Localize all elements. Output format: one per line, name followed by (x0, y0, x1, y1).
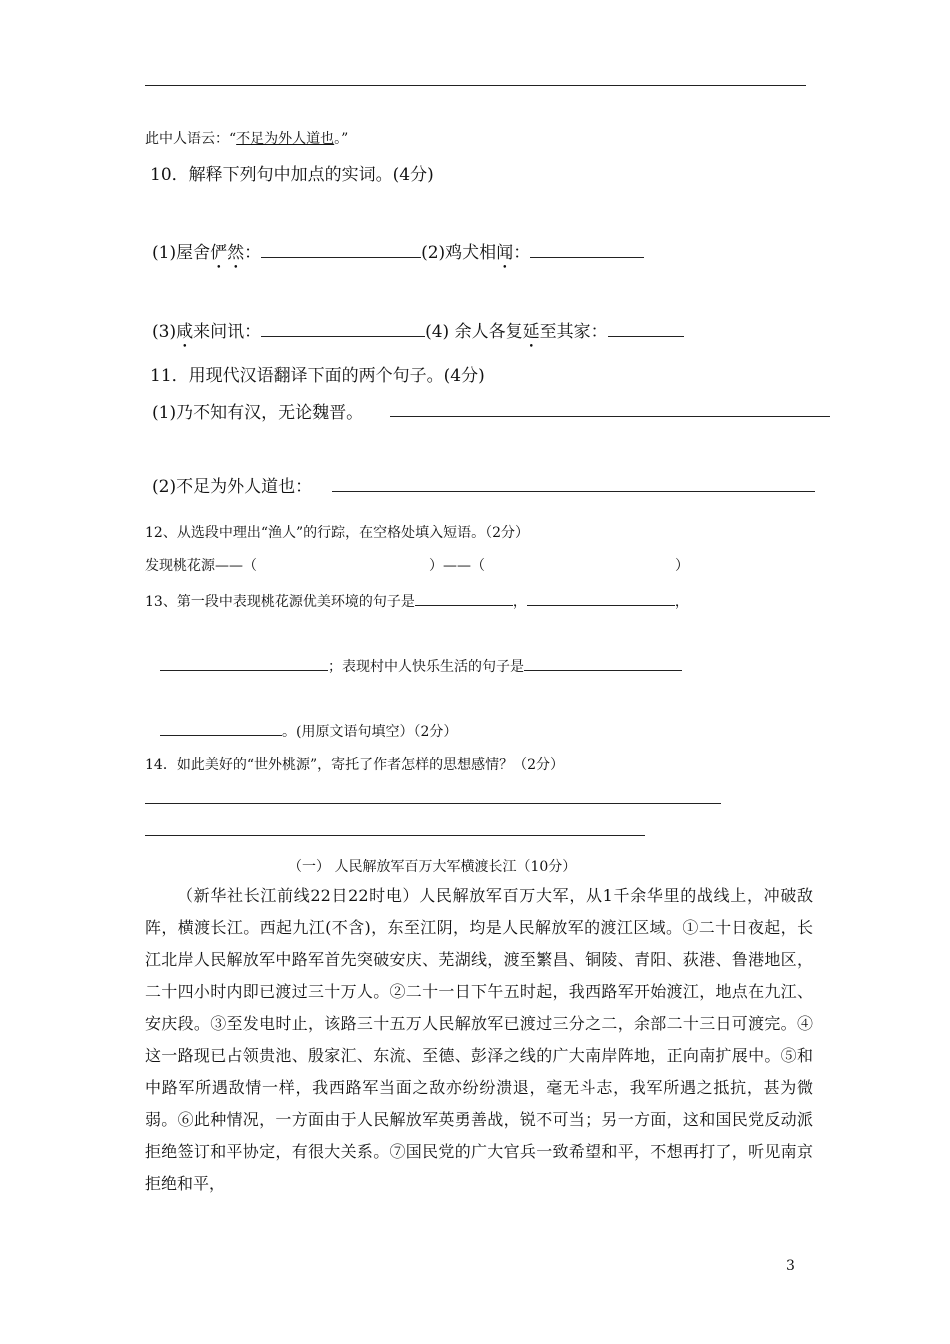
q11-title: 11．用现代汉语翻译下面的两个句子。(4分) (150, 366, 485, 386)
q12-line-end: ） (675, 558, 689, 574)
q10-item2-post: ： (513, 243, 531, 263)
q13-row1 (145, 591, 689, 611)
q13-blank5[interactable] (160, 721, 282, 736)
article-heading: （一） 人民解放军百万大军横渡长江（10分） (288, 859, 577, 875)
q10-item2-dot: 闻 (496, 243, 514, 263)
article-body (145, 880, 813, 1200)
quote-suffix: 。” (334, 131, 349, 147)
q10-item3-pre: (3) (152, 322, 177, 342)
q12-line-start: 发现桃花源——（ (145, 558, 257, 574)
q13-comma1: ， (512, 594, 527, 610)
q10-item4-blank[interactable] (608, 319, 684, 337)
q10-item4-pre: (4) 余人各复 (425, 322, 523, 342)
q13-row2 (160, 656, 682, 676)
q10-item2-blank[interactable] (530, 240, 644, 258)
q13-blank1[interactable] (415, 591, 513, 606)
q12-title: 12、从选段中理出“渔人”的行踪，在空格处填入短语。（2分） (145, 525, 530, 541)
q10-item1-blank[interactable] (261, 240, 421, 258)
q13-comma2: ， (674, 594, 689, 610)
q10-item1-dot: 俨然 (210, 243, 245, 263)
q11-item1-label: (1)乃不知有汉，无论魏晋。 (152, 403, 364, 423)
q13-blank2[interactable] (527, 591, 675, 606)
q10-item1-post: ： (244, 243, 262, 263)
article-paragraph: （新华社长江前线22日22时电）人民解放军百万大军，从1千余华里的战线上，冲破敌阵，横渡长江。西起九江(不含)，东至江阴，均是人民解放军的渡江区域。①二十日夜起，长江北岸人民解放军中路军首先突破安庆、芜湖线，渡至繁昌、铜陵、青阳、荻港、鲁港地区，二十四小时内即已渡过三十万人。②二十一日下午五时起，我西路军开始渡江，地点在九江、安庆段。③至发电时止，该路三十五万人民解放军已渡过三分之二，余部二十三日可渡完。④这一路现已占领贵池、殷家汇、东流、至德、彭泽之线的广大南岸阵地，正向南扩展中。⑤和中路军所遇敌情一样，我西路军当面之敌亦纷纷溃退，毫无斗志，我军所遇之抵抗，甚为微弱。⑥此种情况，一方面由于人民解放军英勇善战，锐不可当；另一方面，这和国民党反动派拒绝签订和平协定，有很大关系。⑦国民党的广大官兵一致希望和平，不想再打了，听见南京拒绝和平， (145, 886, 813, 1193)
q10-item4-post: 至其家： (539, 322, 608, 342)
q10-item1-pre: (1)屋舍 (152, 243, 211, 263)
q13-blank3[interactable] (160, 656, 328, 671)
q11-row1 (152, 398, 363, 423)
q10-row1 (152, 238, 644, 273)
q10-item2-pre: (2)鸡犬相 (421, 243, 497, 263)
q10-row2 (152, 317, 684, 352)
answer-line-top (145, 85, 806, 86)
q13-row3 (160, 721, 457, 741)
q14-title: 14．如此美好的“世外桃源”，寄托了作者怎样的思想感情？（2分） (145, 757, 565, 773)
quote-prefix: 此中人语云：“ (145, 131, 237, 147)
q11-row2 (152, 472, 312, 497)
q10-item3-blank[interactable] (261, 319, 425, 337)
q10-item3-post: 来问讯： (193, 322, 262, 342)
quote-line (145, 128, 348, 148)
q13-blank4[interactable] (524, 656, 682, 671)
q12-line (145, 555, 689, 575)
page-number: 3 (786, 1258, 795, 1274)
q14-answer-line2[interactable] (145, 835, 645, 836)
q13-title: 13、第一段中表现桃花源优美环境的句子是 (145, 594, 415, 610)
q13-end-text: 。(用原文语句填空）（2分） (282, 724, 458, 740)
q14-answer-line1[interactable] (145, 803, 721, 804)
q11-item2-label: (2)不足为外人道也： (152, 477, 313, 497)
q11-item2-blank[interactable] (332, 491, 815, 492)
q10-title: 10．解释下列句中加点的实词。(4分) (150, 165, 434, 185)
q12-line-mid: ）——（ (429, 558, 485, 574)
q10-item4-dot: 延 (522, 322, 540, 342)
quote-underlined: 不足为外人道也 (236, 131, 335, 147)
q11-item1-blank[interactable] (390, 416, 830, 417)
q13-semicolon-text: ；表现村中人快乐生活的句子是 (328, 659, 524, 675)
q10-item3-dot: 咸 (176, 322, 194, 342)
